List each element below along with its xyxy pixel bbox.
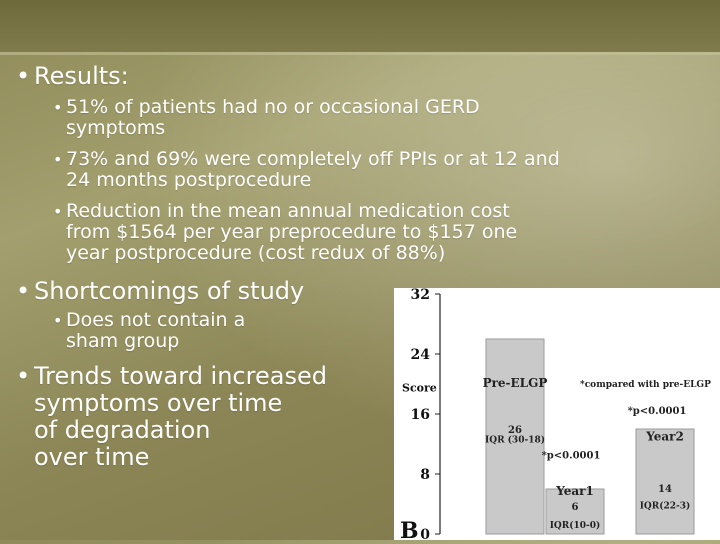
bullet-dot: • <box>53 150 63 169</box>
bullet-text-line1: Reduction in the mean annual medication cost <box>66 200 510 222</box>
bullet-shortcomings <box>16 277 305 305</box>
y-tick-label: 16 <box>410 407 430 423</box>
bar-category-label: Pre-ELGP <box>482 376 548 390</box>
bar-value-label: 14 <box>658 484 672 495</box>
bullet-text-line1: Trends toward increased <box>34 362 327 390</box>
bullet-text-line2: sham group <box>66 330 180 352</box>
score-chart <box>394 288 720 540</box>
bar-category-label: Year1 <box>556 484 594 498</box>
bullet-dot: • <box>53 98 63 117</box>
panel-label: B <box>400 518 419 540</box>
bullet-text-line2: symptoms <box>66 117 166 139</box>
bar-iqr-label: IQR(10-0) <box>549 521 601 531</box>
bullet-text-line2: symptoms over time <box>34 389 283 417</box>
title-band <box>0 0 720 52</box>
bar-p-label: *p<0.0001 <box>541 450 601 462</box>
bullet-gerd <box>53 96 480 139</box>
bullet-text: Shortcomings of study <box>34 277 305 305</box>
chart-annotation: *compared with pre-ELGP <box>580 380 711 390</box>
bullet-text-line3: of degradation <box>34 416 211 444</box>
y-tick-label: 0 <box>420 527 430 540</box>
bullet-sham <box>53 309 246 352</box>
bullet-cost <box>53 200 518 264</box>
bullet-text-line3: year postprocedure (cost redux of 88%) <box>66 242 446 264</box>
y-axis-label: Score <box>402 381 437 395</box>
bullet-text-line1: Does not contain a <box>66 309 246 331</box>
bullet-dot: • <box>53 311 63 330</box>
bullet-dot: • <box>16 62 31 90</box>
bar-value-label: 6 <box>571 502 579 513</box>
bullet-text-line4: over time <box>34 443 150 471</box>
bar-year2 <box>636 429 694 534</box>
bar-iqr-label: IQR(22-3) <box>639 501 691 512</box>
bar-iqr-label: IQR (30-18) <box>485 435 545 446</box>
bullet-text-line1: 73% and 69% were completely off PPIs or at 12 and <box>66 148 560 170</box>
bullet-text-line2: from $1564 per year preprocedure to $157 one <box>66 221 518 243</box>
score-chart-panel <box>394 288 720 540</box>
y-tick-label: 8 <box>420 467 430 483</box>
bullet-text: Results: <box>34 62 129 90</box>
y-tick-label: 24 <box>410 347 430 363</box>
bullet-dot: • <box>53 202 63 221</box>
bullet-text-line1: 51% of patients had no or occasional GERD <box>66 96 480 118</box>
bullet-dot: • <box>16 277 31 305</box>
bar-p-label: *p<0.0001 <box>627 406 687 417</box>
bullet-trends <box>16 362 327 471</box>
bar-category-label: Year2 <box>646 429 684 444</box>
bullet-text-line2: 24 months postprocedure <box>66 169 312 191</box>
bullet-ppi <box>53 148 560 191</box>
bar-value-label: 26 <box>508 424 522 436</box>
bullet-dot: • <box>16 362 31 390</box>
title-divider <box>0 52 720 55</box>
bullet-results <box>16 62 129 90</box>
y-tick-label: 32 <box>410 288 430 303</box>
